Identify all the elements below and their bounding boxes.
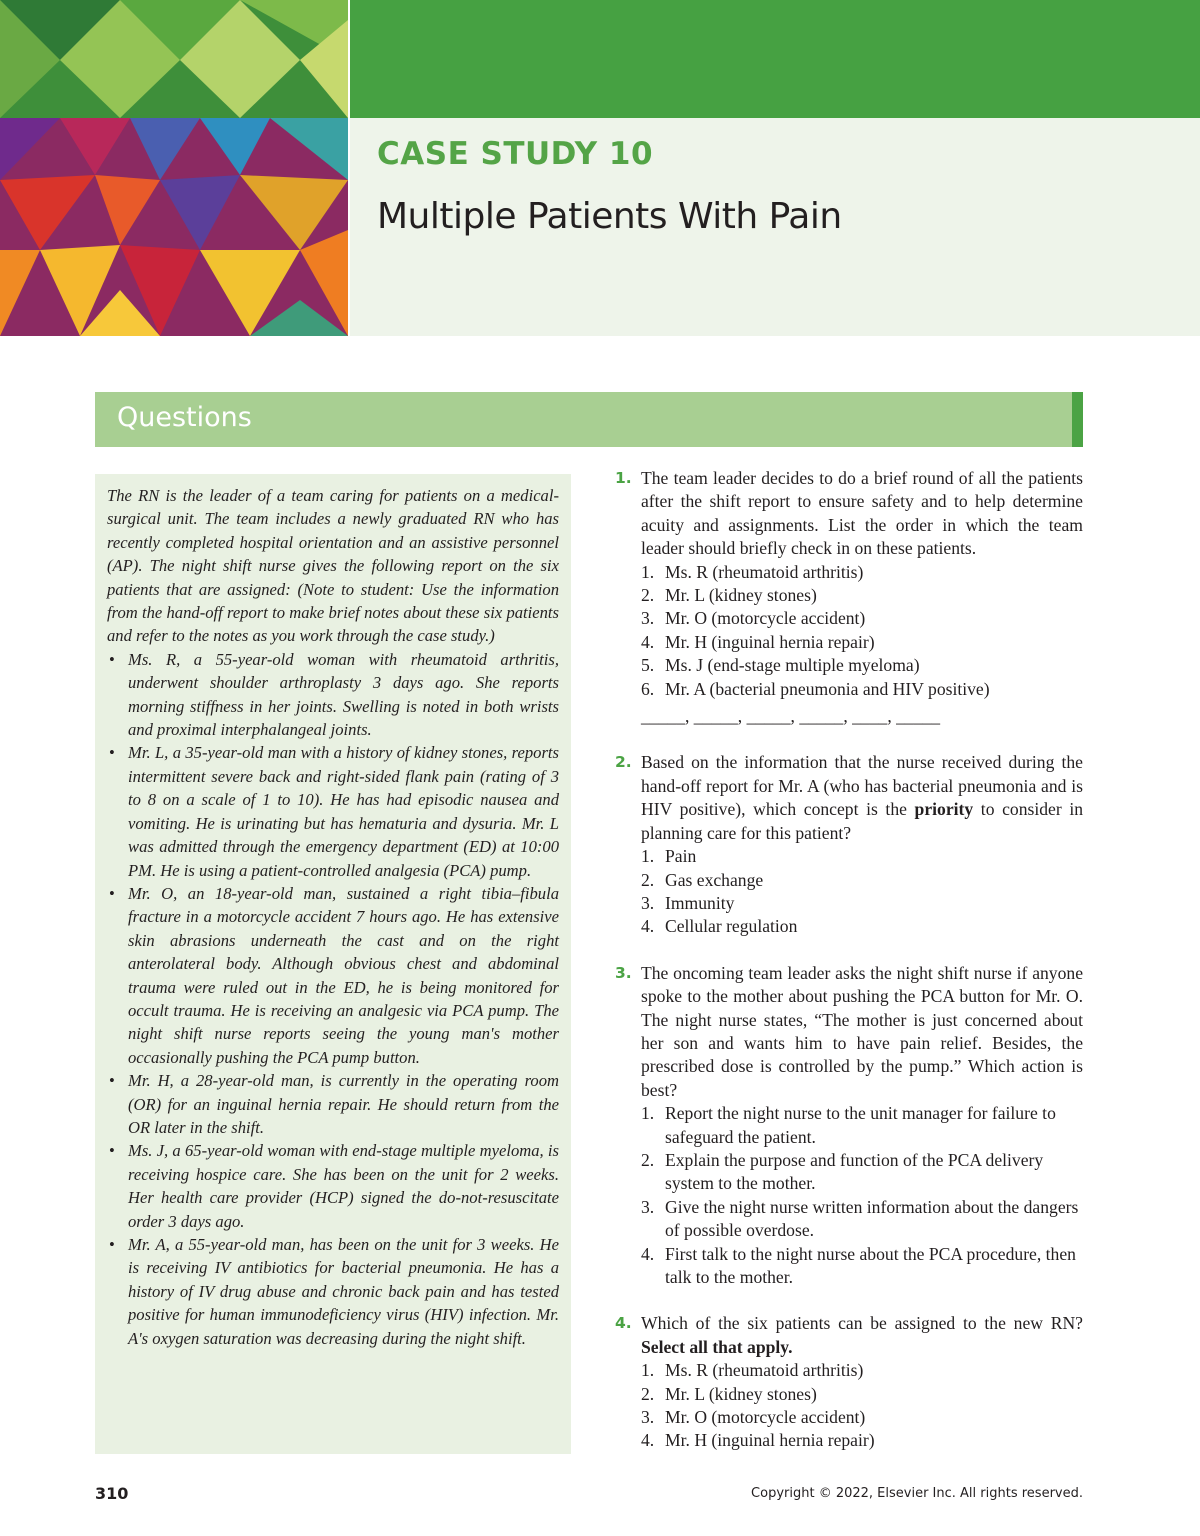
patient-item-mr-o: • Mr. O, an 18-year-old man, sustained a right tibia–fibula fracture in a motorcycle accident 7 hours ago. He has extensive skin abrasions underneath the cast and on the right anterolateral body. Although obvious chest and abdominal trauma were ruled out in the ED, he is being monitored for occult trauma. He is receiving an analgesic via PCA pump. The night shift nurse reports seeing the young man's mother occasionally pushing the PCA pump button. <box>109 883 559 1067</box>
question-2 <box>615 751 1083 938</box>
emphasis-text: Select all that apply. <box>641 1336 793 1357</box>
questions-section-bar <box>95 392 1083 447</box>
bullet: • <box>109 1235 115 1254</box>
ordering-answer-blanks: _____, _____, _____, _____, ____, _____ <box>641 706 941 727</box>
question-stem: The oncoming team leader asks the night shift nurse if anyone spoke to the mother about pushing the PCA button for Mr. O. The night nurse states, “The mother is just concerned about her son and wants him to have pain relief. Besides, the prescribed dose is controlled by the pump.” Which action is best? <box>641 962 1083 1100</box>
question-3 <box>615 962 1083 1290</box>
decorative-mosaic-image <box>0 0 348 336</box>
answer-option: 1. Report the night nurse to the unit manager for failure to safeguard the patient. <box>641 1103 1056 1147</box>
answer-options <box>641 561 1083 701</box>
patient-list <box>107 648 559 1350</box>
questions-column <box>615 467 1083 1476</box>
answer-options <box>641 1359 1083 1453</box>
answer-options <box>641 1102 1083 1289</box>
answer-option: 1. Ms. R (rheumatoid arthritis) <box>641 1360 864 1381</box>
patient-item-ms-j: • Ms. J, a 65-year-old woman with end-stage multiple myeloma, is receiving hospice care. She has been on the unit for 2 weeks. Her health care provider (HCP) signed the do-not-resuscitate order 3 days ago. <box>109 1141 559 1231</box>
bullet: • <box>109 1071 115 1091</box>
answer-option: 2. Gas exchange <box>641 869 764 890</box>
patient-item-mr-a: • Mr. A, a 55-year-old man, has been on the unit for 3 weeks. He is receiving IV antibiotics for bacterial pneumonia. He has a history of IV drug abuse and chronic back pain and has tested positive for human immunodeficiency virus (HIV) infection. Mr. A's oxygen saturation was decreasing during the night shift. <box>109 1235 559 1348</box>
question-number: 3. <box>615 963 632 982</box>
answer-option: 1. Ms. R (rheumatoid arthritis) <box>641 561 864 582</box>
answer-option: 4. Cellular regulation <box>641 916 798 937</box>
page-title: Multiple Patients With Pain <box>377 196 842 237</box>
copyright-notice: Copyright © 2022, Elsevier Inc. All rights reserved. <box>751 1486 1083 1501</box>
page-number: 310 <box>95 1484 129 1503</box>
question-stem: Which of the six patients can be assigned to the new RN? Select all that apply. <box>641 1313 1083 1357</box>
question-number: 4. <box>615 1314 632 1333</box>
question-number: 2. <box>615 753 632 772</box>
answer-option: 5. Ms. J (end-stage multiple myeloma) <box>641 655 920 676</box>
patient-item-ms-r: • Ms. R, a 55-year-old woman with rheumatoid arthritis, underwent shoulder arthroplasty 3 days ago. She reports morning stiffness in her joints. Swelling is noted in both wrists and proximal interphalangeal joints. <box>109 649 559 740</box>
header-green-band <box>350 0 1200 118</box>
bullet: • <box>109 1141 115 1161</box>
answer-option: 2. Mr. L (kidney stones) <box>641 585 817 606</box>
question-4 <box>615 1312 1083 1452</box>
question-stem: Based on the information that the nurse received during the hand-off report for Mr. A (who has bacterial pneumonia and is HIV positive), which concept is the priority to consider in planning care for this patient? <box>641 752 1084 843</box>
case-study-label: CASE STUDY 10 <box>377 136 654 172</box>
bullet: • <box>109 649 115 669</box>
answer-option: 4. Mr. H (inguinal hernia repair) <box>641 631 875 652</box>
answer-option: 3. Mr. O (motorcycle accident) <box>641 1407 866 1428</box>
answer-option: 1. Pain <box>641 846 697 867</box>
answer-option: 4. Mr. H (inguinal hernia repair) <box>641 1430 875 1451</box>
answer-option: 3. Mr. O (motorcycle accident) <box>641 608 866 629</box>
section-heading: Questions <box>117 402 252 433</box>
answer-option: 3. Immunity <box>641 892 735 913</box>
patient-item-mr-h: • Mr. H, a 28-year-old man, is currently in the operating room (OR) for an inguinal hernia repair. He should return from the OR later in the shift. <box>109 1071 559 1137</box>
answer-option: 2. Explain the purpose and function of the PCA delivery system to the mother. <box>641 1149 1044 1194</box>
scenario-intro: The RN is the leader of a team caring for patients on a medical-surgical unit. The team includes a newly graduated RN who has recently completed hospital orientation and an assistive personnel (AP). The night shift nurse gives the following report on the six patients that are assigned: (Note to student: Use the information from the hand-off report to make brief notes about these six patients and refer to the notes as you work through the case study.) <box>107 486 559 646</box>
answer-option: 3. Give the night nurse written information about the dangers of possible overdose. <box>641 1196 1079 1241</box>
bullet: • <box>109 743 115 763</box>
answer-option: 6. Mr. A (bacterial pneumonia and HIV positive) <box>641 678 990 699</box>
answer-option: 4. First talk to the night nurse about the PCA procedure, then talk to the mother. <box>641 1243 1076 1287</box>
emphasis-text: priority <box>914 799 974 820</box>
question-number: 1. <box>615 469 632 487</box>
answer-options <box>641 845 1083 939</box>
question-stem: The team leader decides to do a brief round of all the patients after the shift report to ensure safety and to help determine acuity and assignments. List the order in which the team leader should briefly check in on these patients. <box>641 468 1083 559</box>
bullet: • <box>109 883 115 903</box>
case-scenario-text <box>107 484 559 1350</box>
patient-item-mr-l: • Mr. L, a 35-year-old man with a history of kidney stones, reports intermittent severe back and right-sided flank pain (rating of 3 to 8 on a scale of 1 to 10). He has had episodic nausea and vomiting. He is urinating but has hematuria and dysuria. Mr. L was admitted through the emergency department (ED) at 10:00 PM. He is using a patient-controlled analgesia (PCA) pump. <box>109 743 559 880</box>
answer-option: 2. Mr. L (kidney stones) <box>641 1383 817 1404</box>
question-1 <box>615 467 1083 728</box>
section-accent <box>1072 392 1083 447</box>
